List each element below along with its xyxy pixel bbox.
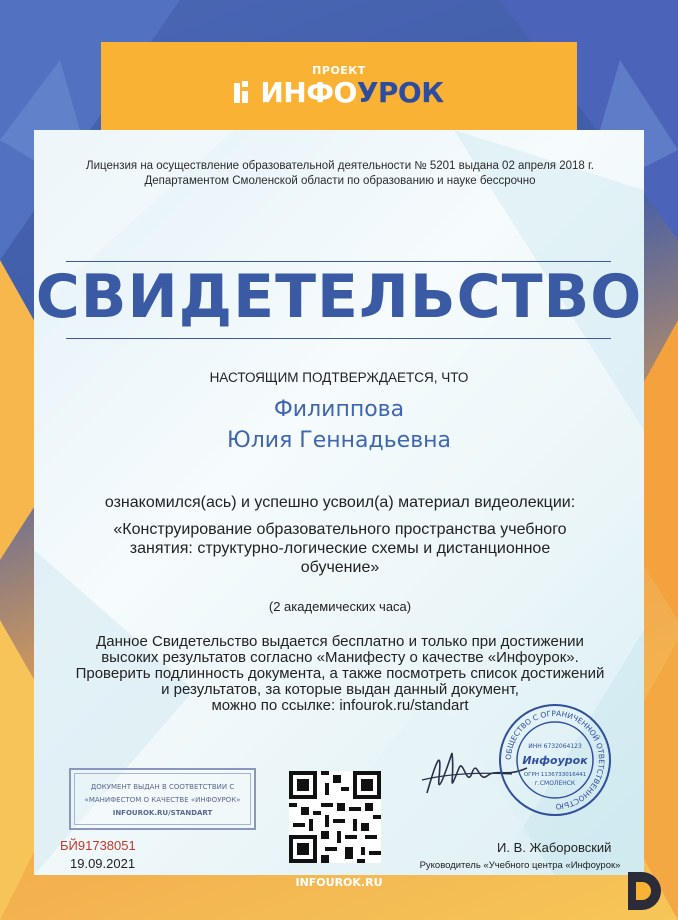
manifest-line-1: ДОКУМЕНТ ВЫДАН В СООТВЕТСТВИИ С [90,783,235,791]
stamp-ring-text: ОБЩЕСТВО С ОГРАНИЧЕННОЙ ОТВЕТСТВЕННОСТЬЮ [503,708,607,812]
note-line-2: высоких результатов согласно «Манифесту о качестве «Инфоурок». [101,649,579,666]
course-title-line-1: «Конструирование образовательного пространства учебного [113,521,567,538]
title-bottom-rule [66,338,611,339]
recipient-surname: Филиппова [273,397,405,422]
manifest-line-2: «МАНИФЕСТОМ О КАЧЕСТВЕ «ИНФОУРОК» [84,796,241,804]
signer-name: И. В. Жаборовский [497,840,612,855]
signer-role: Руководитель «Учебного центра «Инфоурок» [419,860,621,871]
qr-code [289,771,381,863]
stamp-city: г.СМОЛЕНСК [534,780,576,787]
company-stamp [497,702,613,818]
stamp-ogrn: ОГРН 1136733016441 [523,772,587,778]
note-line-4: и результатов, за которые выдан данный документ, [161,681,519,698]
course-title [60,520,620,577]
course-title-line-3: обучение» [300,559,380,576]
course-title-line-2: занятия: структурно-логические схемы и дистанционное [129,540,551,557]
stamp-center-text: Инфоурок [522,754,588,767]
infourok-logo [0,76,678,109]
logo-text-info: ИНФО [260,76,357,109]
logo-text-urok: УРОК [356,76,444,109]
footer-site: INFOUROK.RU [295,876,383,889]
note-line-1: Данное Свидетельство выдается бесплатно и только при достижении [96,633,584,650]
recipient-given-names: Юлия Геннадьевна [226,428,452,453]
infourok-logo-icon [234,81,256,105]
manifest-line-3: INFOUROK.RU/STANDART [112,809,213,817]
license-text [60,159,620,189]
confirmation-text: НАСТОЯЩИМ ПОДТВЕРЖДАЕТСЯ, ЧТО [209,370,469,385]
note-line-3: Проверить подлинность документа, а также посмотреть список достижений [75,665,605,682]
stamp-inn: ИНН 6732064123 [528,743,582,750]
certificate-title: СВИДЕТЕЛЬСТВО [35,262,643,332]
corner-logo-icon [622,868,662,914]
course-hours: (2 академических часа) [268,599,412,614]
project-label: ПРОЕКТ [312,64,366,77]
completion-text: ознакомился(ась) и успешно усвоил(а) материал видеолекции: [104,494,576,511]
document-number: БЙ91738051 [60,838,136,853]
document-date: 19.09.2021 [70,856,136,871]
note-line-5: можно по ссылке: infourok.ru/standart [211,697,469,714]
manifest-box [69,768,256,830]
license-line-2: Департаментом Смоленской области по образованию и науке бессрочно [144,175,536,187]
license-line-1: Лицензия на осуществление образовательной деятельности № 5201 выдана 02 апреля 2018 г. [86,160,594,172]
